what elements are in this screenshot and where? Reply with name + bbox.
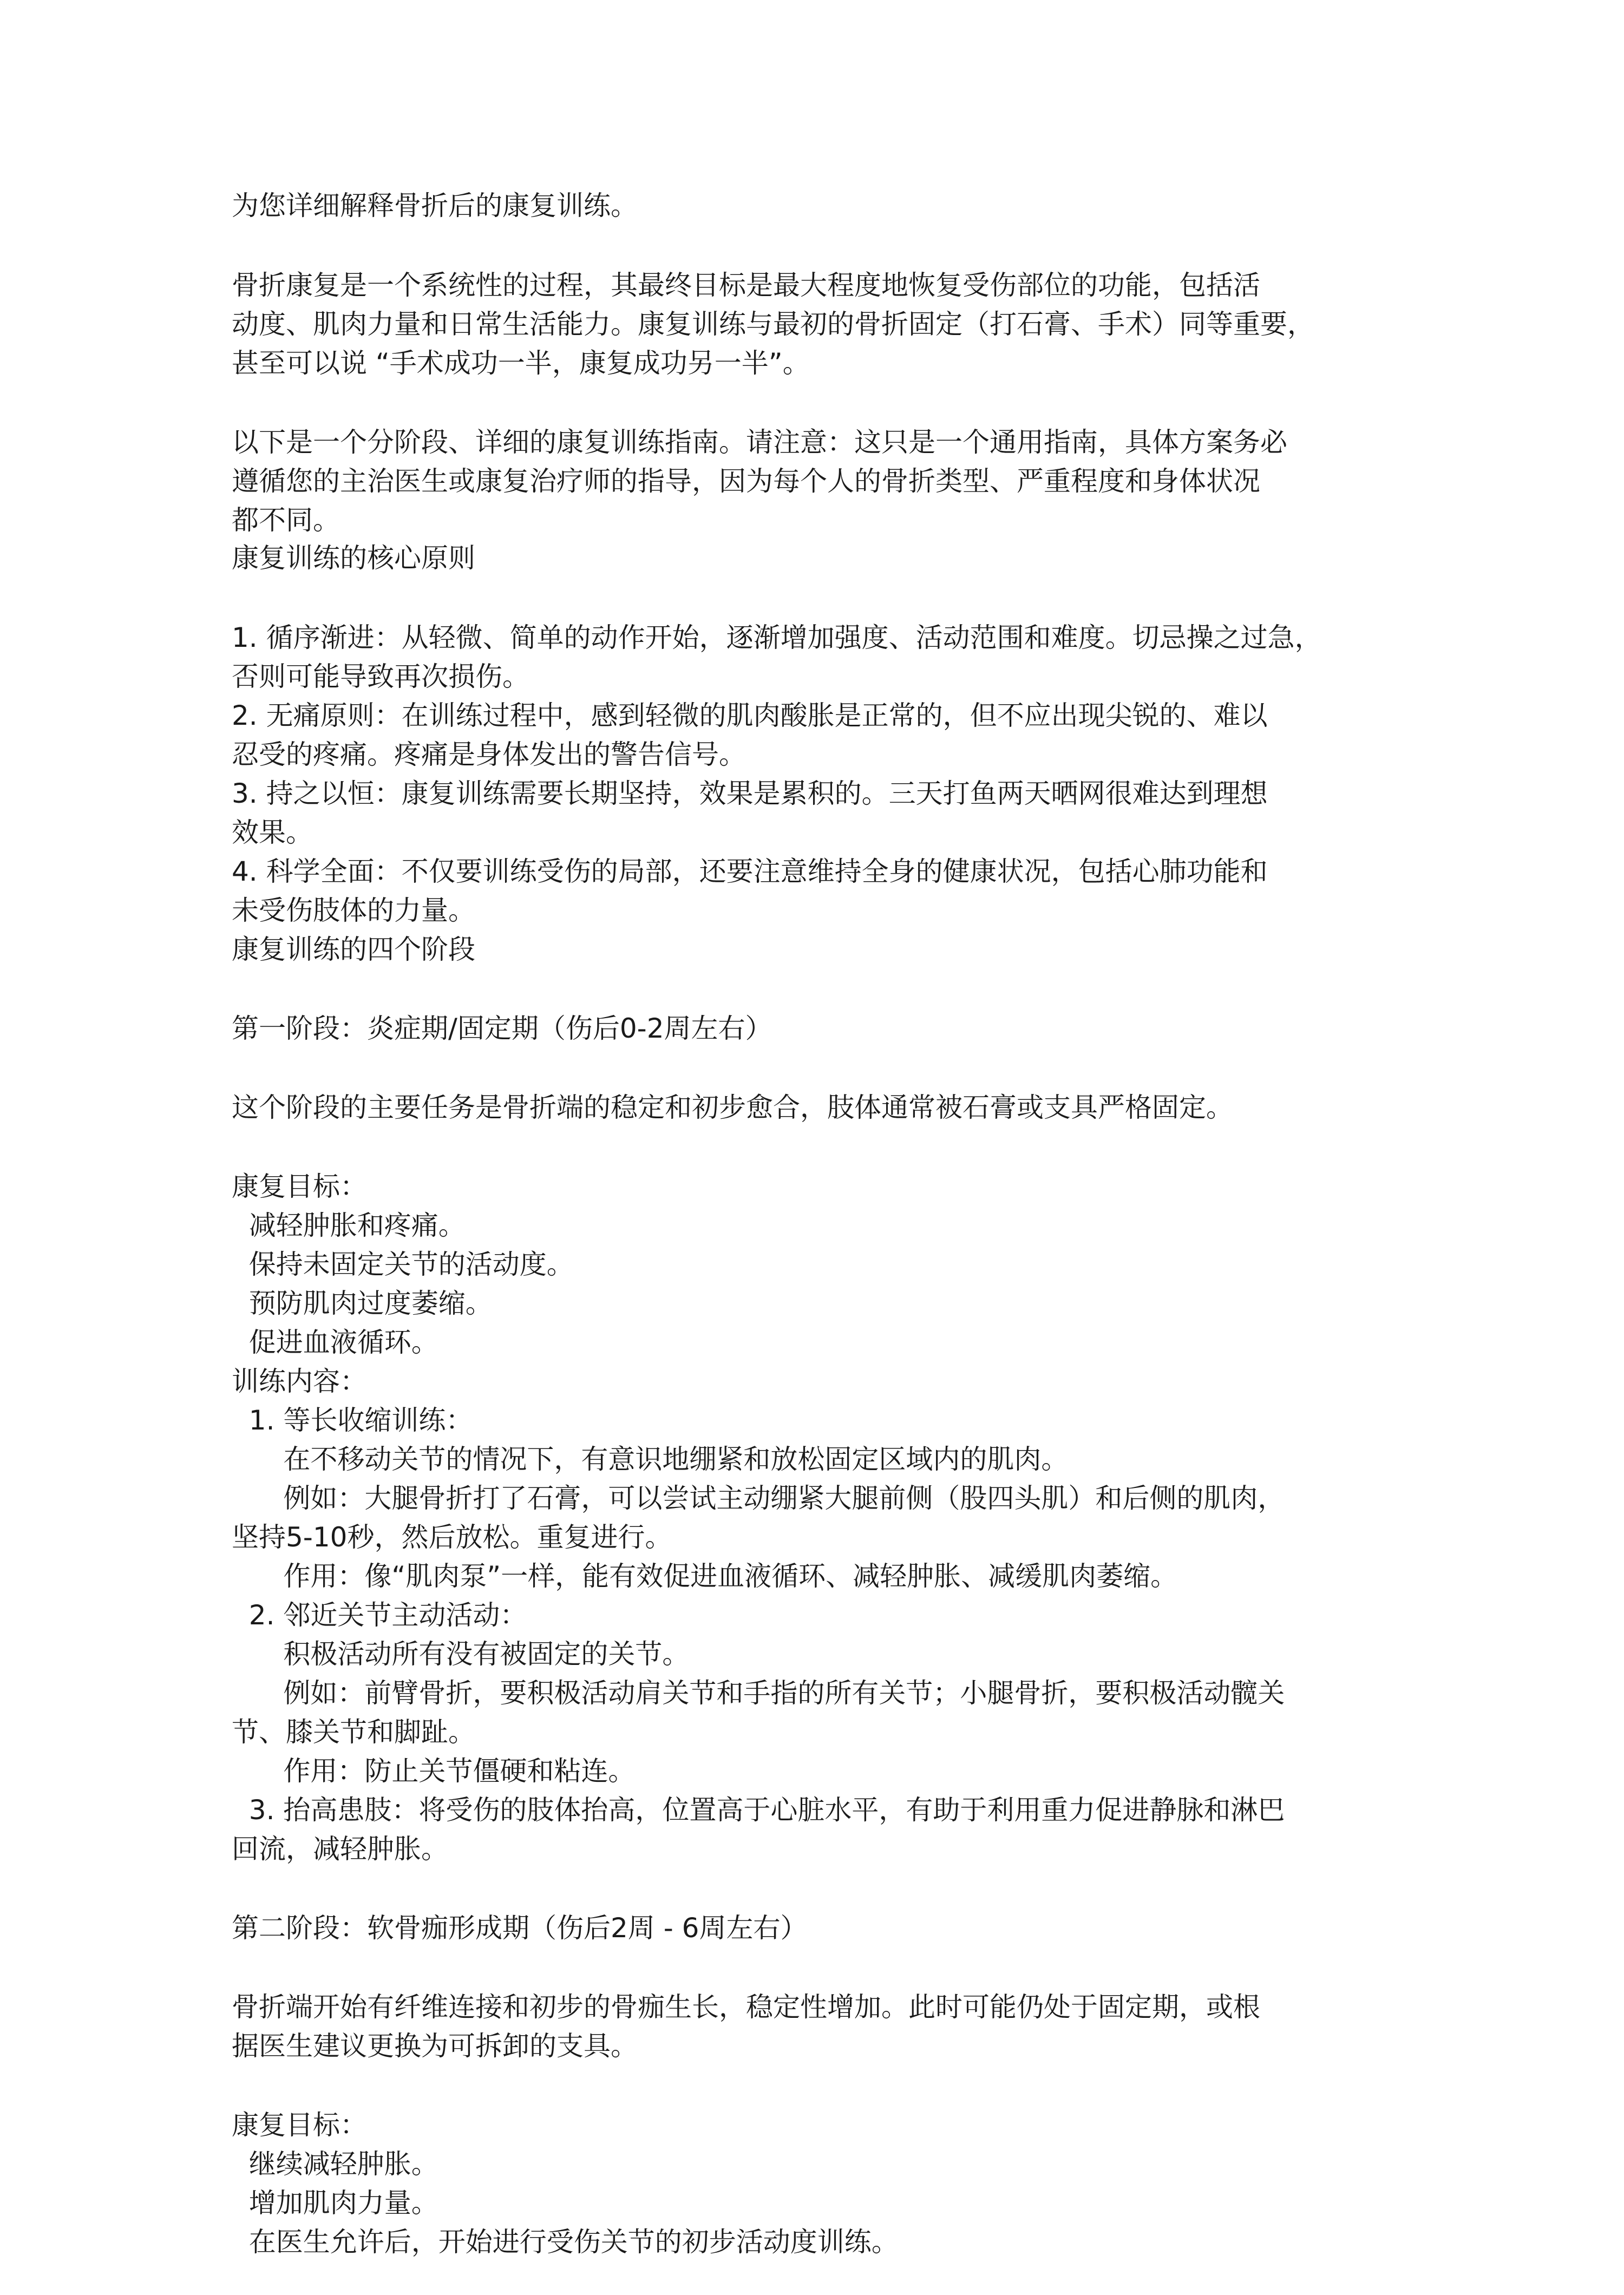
para2-line: 都不同。 <box>232 504 340 536</box>
para1-line: 骨折康复是一个系统性的过程，其最终目标是最大程度地恢复受伤部位的功能，包括活 <box>232 270 1260 301</box>
para2-line: 遵循您的主治医生或康复治疗师的指导，因为每个人的骨折类型、严重程度和身体状况 <box>232 465 1260 497</box>
stage1-goal-item: 保持未固定关节的活动度。 <box>232 1249 574 1280</box>
stage1-content-line: 回流，减轻肿胀。 <box>232 1833 448 1865</box>
stage1-content-line: 例如：大腿骨折打了石膏，可以尝试主动绷紧大腿前侧（股四头肌）和后侧的肌肉， <box>232 1483 1285 1514</box>
principle-line: 4. 科学全面：不仅要训练受伤的局部，还要注意维持全身的健康状况，包括心肺功能和 <box>232 856 1268 887</box>
section-heading-stages: 康复训练的四个阶段 <box>232 934 475 965</box>
para1-line: 甚至可以说 “手术成功一半，康复成功另一半”。 <box>232 347 810 379</box>
principle-line: 忍受的疼痛。疼痛是身体发出的警告信号。 <box>232 739 746 770</box>
intro-line: 为您详细解释骨折后的康复训练。 <box>232 190 638 221</box>
stage2-description-line: 骨折端开始有纤维连接和初步的骨痂生长，稳定性增加。此时可能仍处于固定期，或根 <box>232 1991 1260 2023</box>
principle-line: 1. 循序渐进：从轻微、简单的动作开始，逐渐增加强度、活动范围和难度。切忌操之过急， <box>232 622 1322 653</box>
principle-line: 未受伤肢体的力量。 <box>232 895 475 926</box>
stage1-content-label: 训练内容： <box>232 1366 367 1397</box>
principle-line: 效果。 <box>232 817 313 848</box>
principle-line: 否则可能导致再次损伤。 <box>232 661 529 692</box>
stage1-goals-label: 康复目标： <box>232 1171 367 1202</box>
principle-line: 3. 持之以恒：康复训练需要长期坚持，效果是累积的。三天打鱼两天晒网很难达到理想 <box>232 778 1268 809</box>
stage2-description-line: 据医生建议更换为可拆卸的支具。 <box>232 2030 638 2062</box>
stage1-content-line: 在不移动关节的情况下，有意识地绷紧和放松固定区域内的肌肉。 <box>232 1444 1069 1475</box>
stage1-content-line: 3. 抬高患肢：将受伤的肢体抬高，位置高于心脏水平，有助于利用重力促进静脉和淋巴 <box>232 1794 1285 1826</box>
stage1-goal-item: 预防肌肉过度萎缩。 <box>232 1288 493 1319</box>
stage1-content-line: 作用：防止关节僵硬和粘连。 <box>232 1755 636 1787</box>
section-heading-principles: 康复训练的核心原则 <box>232 542 475 574</box>
stage2-goals-label: 康复目标： <box>232 2109 367 2141</box>
stage1-title: 第一阶段：炎症期/固定期（伤后0-2周左右） <box>232 1013 772 1044</box>
stage1-content-line: 例如：前臂骨折，要积极活动肩关节和手指的所有关节；小腿骨折，要积极活动髋关 <box>232 1677 1285 1709</box>
stage2-title: 第二阶段：软骨痂形成期（伤后2周 - 6周左右） <box>232 1912 808 1944</box>
stage1-content-line: 积极活动所有没有被固定的关节。 <box>232 1638 690 1670</box>
stage1-description: 这个阶段的主要任务是骨折端的稳定和初步愈合，肢体通常被石膏或支具严格固定。 <box>232 1092 1233 1123</box>
para1-line: 动度、肌肉力量和日常生活能力。康复训练与最初的骨折固定（打石膏、手术）同等重要， <box>232 309 1314 340</box>
stage1-goal-item: 促进血液循环。 <box>232 1327 438 1358</box>
stage2-goal-item: 增加肌肉力量。 <box>232 2187 438 2219</box>
stage2-goal-item: 在医生允许后，开始进行受伤关节的初步活动度训练。 <box>232 2226 899 2258</box>
stage1-content-line: 2. 邻近关节主动活动： <box>232 1599 527 1631</box>
stage1-content-line: 1. 等长收缩训练： <box>232 1405 473 1436</box>
para2-line: 以下是一个分阶段、详细的康复训练指南。请注意：这只是一个通用指南，具体方案务必 <box>232 427 1287 458</box>
principle-line: 2. 无痛原则：在训练过程中，感到轻微的肌肉酸胀是正常的，但不应出现尖锐的、难以 <box>232 700 1268 731</box>
stage1-content-line: 作用：像“肌肉泵”一样，能有效促进血液循环、减轻肿胀、减缓肌肉萎缩。 <box>232 1560 1178 1592</box>
stage1-goal-item: 减轻肿胀和疼痛。 <box>232 1210 466 1241</box>
stage1-content-line: 节、膝关节和脚趾。 <box>232 1716 475 1748</box>
stage2-goal-item: 继续减轻肿胀。 <box>232 2148 438 2180</box>
stage1-content-line: 坚持5-10秒，然后放松。重复进行。 <box>232 1522 672 1553</box>
